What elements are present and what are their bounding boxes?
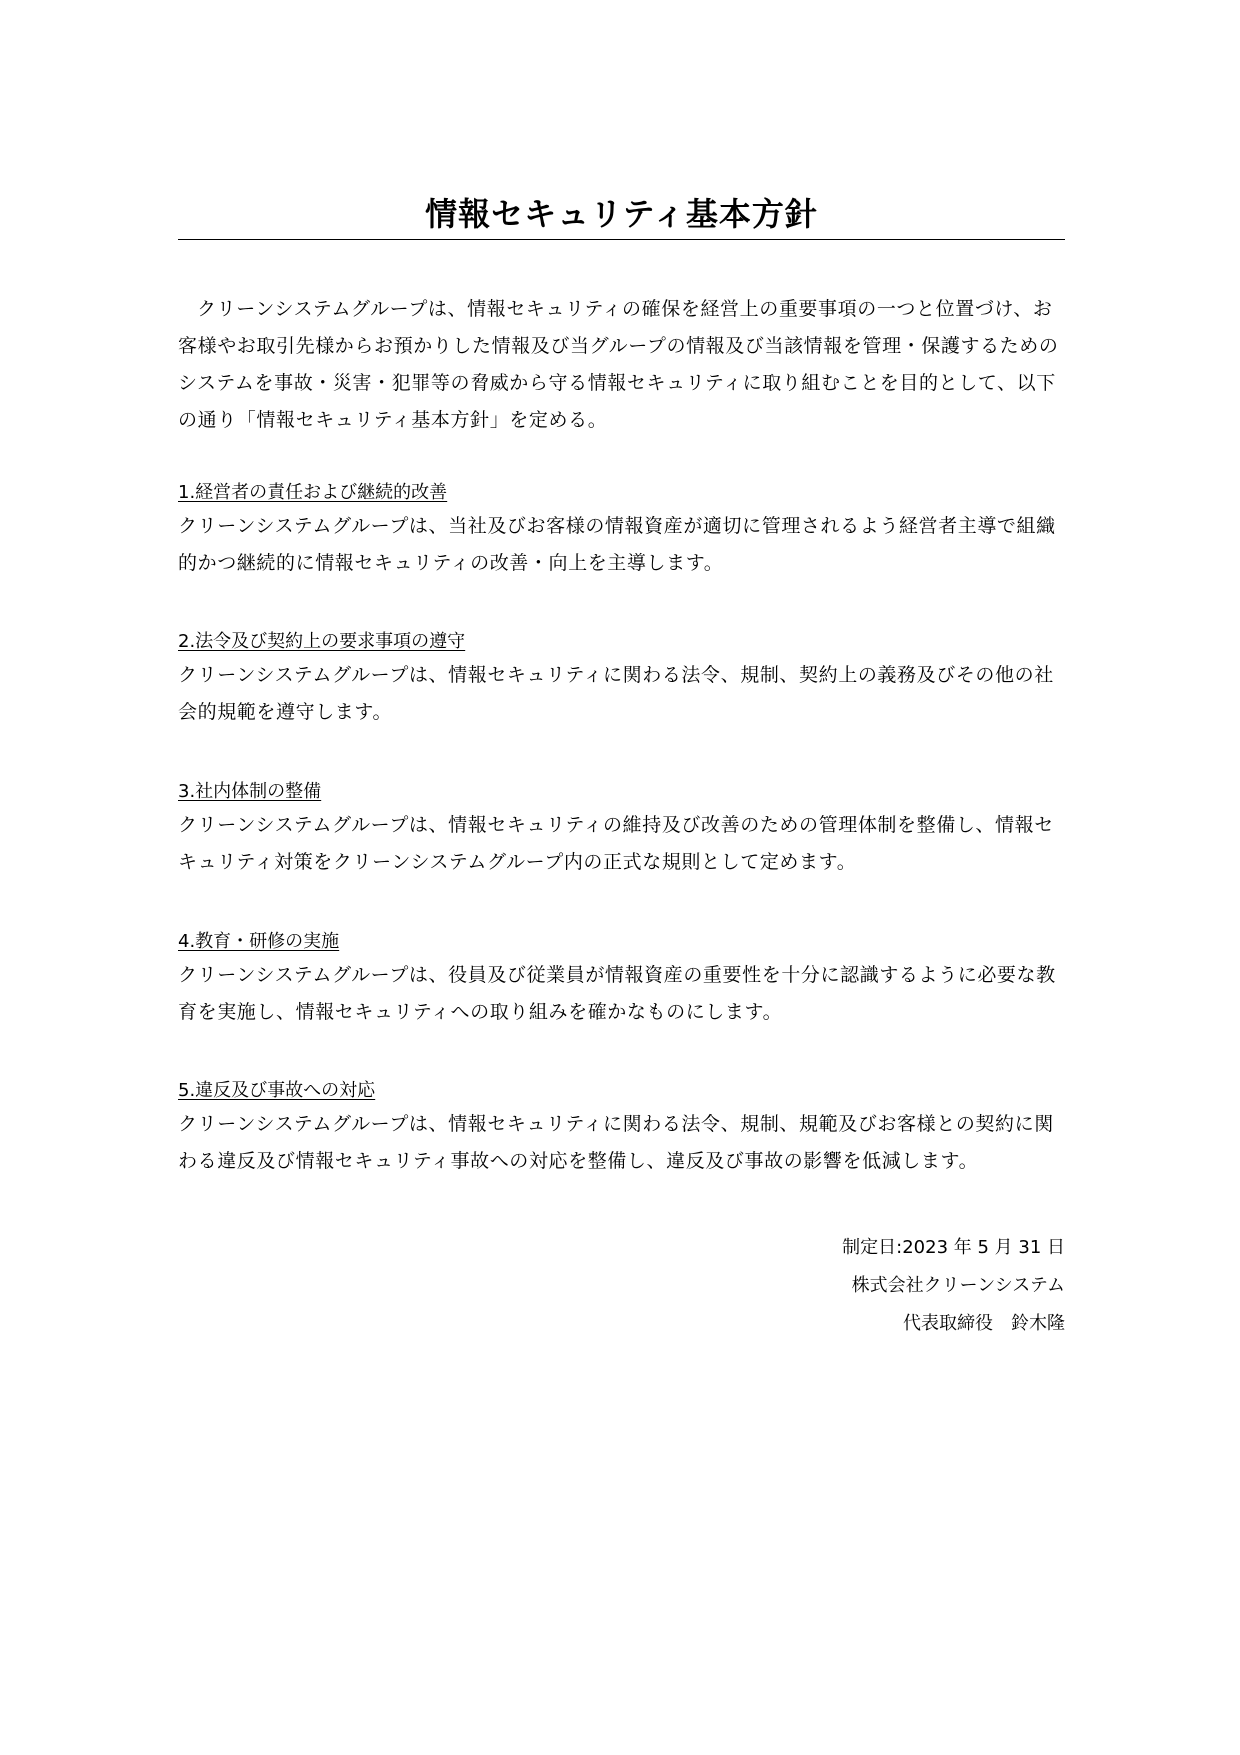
section-5 [178,1078,1065,1180]
section-heading: 5.違反及び事故への対応 [178,1080,376,1101]
representative-name: 代表取締役 鈴木隆 [903,1313,1065,1334]
enactment-date: 制定日:2023 年 5 月 31 日 [842,1237,1065,1258]
section-body: クリーンシステムグループは、当社及びお客様の情報資産が適切に管理されるよう経営者主導で組織的かつ継続的に情報セキュリティの改善・向上を主導します。 [178,515,1056,574]
section-body: クリーンシステムグループは、役員及び従業員が情報資産の重要性を十分に認識するように必要な教育を実施し、情報セキュリティへの取り組みを確かなものにします。 [178,964,1056,1023]
title-block [178,195,1065,240]
section-3 [178,779,1065,881]
section-body: クリーンシステムグループは、情報セキュリティに関わる法令、規制、規範及びお客様との契約に関わる違反及び情報セキュリティ事故への対応を整備し、違反及び事故の影響を低減します。 [178,1113,1054,1172]
section-4 [178,929,1065,1031]
section-2 [178,629,1065,731]
section-body: クリーンシステムグループは、情報セキュリティに関わる法令、規制、契約上の義務及びその他の社会的規範を遵守します。 [178,664,1054,723]
signature-block [842,1229,1065,1343]
section-1 [178,480,1065,582]
document-title: 情報セキュリティ基本方針 [425,195,818,233]
company-name: 株式会社クリーンシステム [851,1275,1065,1296]
section-heading: 2.法令及び契約上の要求事項の遵守 [178,631,466,652]
intro-paragraph: クリーンシステムグループは、情報セキュリティの確保を経営上の重要事項の一つと位置づけ、お客様やお取引先様からお預かりした情報及び当グループの情報及び当該情報を管理・保護するためのシステムを事故・災害・犯罪等の脅威から守る情報セキュリティに取り組むことを目的として、以下の通り「情報セキュリティ基本方針」を定める。 [178,298,1059,431]
section-body: クリーンシステムグループは、情報セキュリティの維持及び改善のための管理体制を整備し、情報セキュリティ対策をクリーンシステムグループ内の正式な規則として定めます。 [178,814,1054,873]
section-heading: 4.教育・研修の実施 [178,931,340,952]
section-heading: 3.社内体制の整備 [178,781,322,802]
section-heading: 1.経営者の責任および継続的改善 [178,482,448,503]
